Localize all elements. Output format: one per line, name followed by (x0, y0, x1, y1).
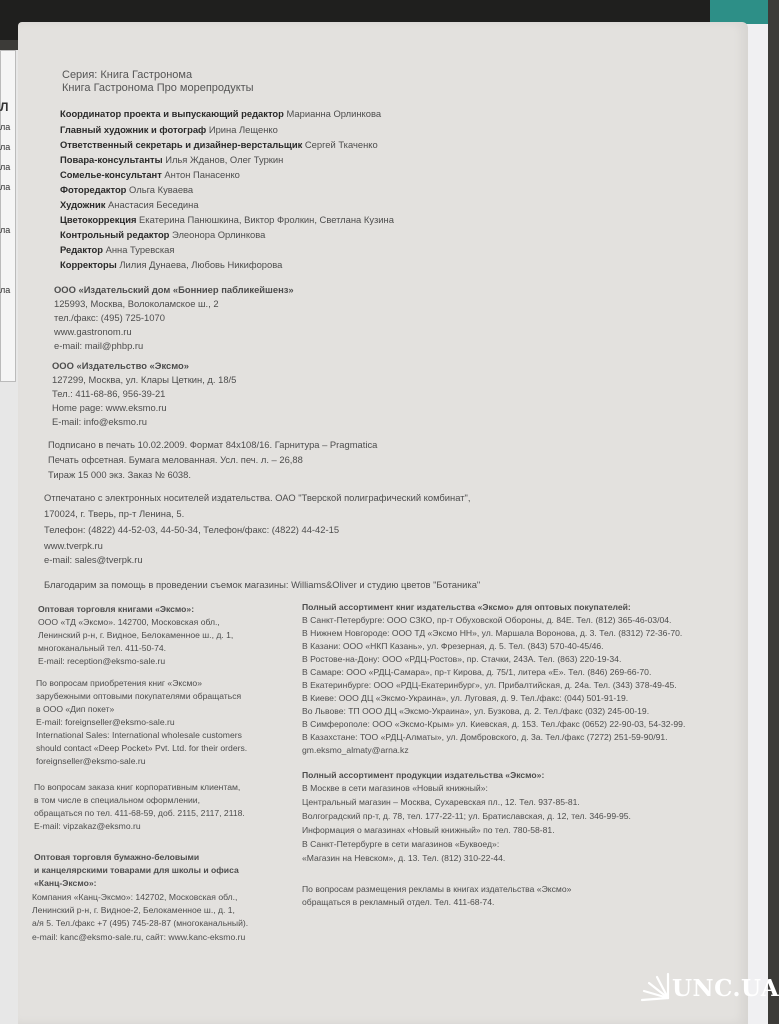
full-range-line: В Киеве: ООО ДЦ «Эксмо-Украина», ул. Луговая, д. 9. Тел./факс: (044) 501-91-19. (302, 693, 629, 703)
stationery-line: а/я 5. Тел./факс +7 (495) 745-28-87 (многоканальный). (32, 918, 249, 928)
full-range-line: Во Львове: ТП ООО ДЦ «Эксмо-Украина», ул. Бузкова, д. 2. Тел./факс (032) 245-00-19. (302, 706, 650, 716)
credit-line: Фоторедактор Ольга Куваева (60, 184, 194, 195)
corporate-line: в том числе в специальном оформлении, (34, 795, 200, 805)
full-range-line: В Симферополе: ООО «Эксмо-Крым» ул. Киевская, д. 153. Тел./факс (0652) 22-90-03, 54-32-99. (302, 719, 686, 729)
publisher-detail: тел./факс: (495) 725-1070 (54, 312, 165, 323)
corporate-line: По вопросам заказа книг корпоративным клиентам, (34, 782, 241, 792)
credit-line: Сомелье-консультант Антон Панасенко (60, 169, 240, 180)
full-range-line: В Казани: ООО «НКП Казань», ул. Фрезерная, д. 5. Тел. (843) 570-40-45/46. (302, 641, 604, 651)
retail-line: В Санкт-Петербурге в сети магазинов «Буквоед»: (302, 839, 500, 849)
series-line: Серия: Книга Гастронома (62, 69, 193, 81)
previous-page-fragment: ла (0, 182, 11, 192)
foreign-line: International Sales: International wholesale customers (36, 730, 242, 740)
retail-line: Волгоградский пр-т, д. 78, тел. 177-22-11; ул. Братиславская, д. 12, тел. 346-99-95. (302, 811, 631, 821)
foreign-line: E-mail: foreignseller@eksmo-sale.ru (36, 717, 175, 727)
stationery-title: Оптовая торговля бумажно-беловыми (34, 852, 200, 862)
credit-line: Художник Анастасия Беседина (60, 199, 199, 210)
printer-line: www.tverpk.ru (44, 540, 103, 551)
full-range-title: Полный ассортимент книг издательства «Эксмо» для оптовых покупателей: (302, 602, 631, 612)
foreign-line: should contact «Deep Pocket» Pvt. Ltd. for their orders. (36, 743, 248, 753)
foreign-line: foreignseller@eksmo-sale.ru (36, 756, 146, 766)
series-line: Книга Гастронома Про морепродукты (62, 82, 254, 94)
credit-line: Главный художник и фотограф Ирина Лещенко (60, 124, 278, 135)
foreign-line: По вопросам приобретения книг «Эксмо» (36, 678, 202, 688)
credit-line: Цветокоррекция Екатерина Панюшкина, Виктор Фролкин, Светлана Кузина (60, 214, 394, 225)
publisher-name: ООО «Издательский дом «Бонниер пабликейшенз» (54, 284, 294, 295)
sunburst-icon (638, 970, 674, 1006)
corporate-line: E-mail: vipzakaz@eksmo.ru (34, 821, 141, 831)
stationery-line: Ленинский р-н, г. Видное-2, Белокаменное ш., д. 1, (32, 905, 235, 915)
retail-title: Полный ассортимент продукции издательства «Эксмо»: (302, 770, 545, 780)
retail-line: В Москве в сети магазинов «Новый книжный»: (302, 783, 488, 793)
foreign-line: в ООО «Дип покет» (36, 704, 115, 714)
full-range-line: gm.eksmo_almaty@arna.kz (302, 745, 409, 755)
previous-page-fragment: ла (0, 142, 11, 152)
watermark-logo (638, 968, 779, 1016)
ads-line: По вопросам размещения рекламы в книгах издательства «Эксмо» (302, 884, 572, 894)
retail-line: Информация о магазинах «Новый книжный» по тел. 780-58-81. (302, 825, 555, 835)
retail-line: «Магазин на Невском», д. 13. Тел. (812) 310-22-44. (302, 853, 506, 863)
previous-page-fragment: ла (0, 122, 11, 132)
previous-page-fragment: Л (0, 100, 9, 114)
stationery-title: «Канц-Эксмо»: (34, 878, 97, 888)
watermark-text: UNC.UA (672, 975, 779, 1002)
full-range-line: В Санкт-Петербурге: ООО СЗКО, пр-т Обуховской Обороны, д. 84Е. Тел. (812) 365-46-03/04. (302, 615, 672, 625)
full-range-line: В Казахстане: ТОО «РДЦ-Алматы», ул. Домбровского, д. 3а. Тел./факс (7272) 251-59-90/91. (302, 732, 668, 742)
book-page (18, 22, 748, 1024)
print-info-line: Тираж 15 000 экз. Заказ № 6038. (48, 469, 191, 480)
publisher-detail: 125993, Москва, Волоколамское ш., 2 (54, 298, 219, 309)
ads-line: обращаться в рекламный отдел. Тел. 411-68-74. (302, 897, 495, 907)
printer-line: Телефон: (4822) 44-52-03, 44-50-34, Телефон/факс: (4822) 44-42-15 (44, 524, 340, 535)
wholesale-line: ООО «ТД «Эксмо». 142700, Московская обл., (38, 617, 220, 627)
printer-line: 170024, г. Тверь, пр-т Ленина, 5. (44, 508, 185, 519)
publisher-detail: Тел.: 411-68-86, 956-39-21 (52, 388, 166, 399)
wholesale-line: многоканальный тел. 411-50-74. (38, 643, 167, 653)
publisher-detail: 127299, Москва, ул. Клары Цеткин, д. 18/5 (52, 374, 237, 385)
publisher-detail: www.gastronom.ru (54, 326, 132, 337)
full-range-line: В Екатеринбурге: ООО «РДЦ-Екатеринбург», ул. Прибалтийская, д. 24а. Тел. (343) 378-49-45. (302, 680, 677, 690)
publisher-detail: Home page: www.eksmo.ru (52, 402, 167, 413)
credit-line: Корректоры Лилия Дунаева, Любовь Никифорова (60, 259, 283, 270)
credit-line: Ответственный секретарь и дизайнер-верстальщик Сергей Ткаченко (60, 139, 378, 150)
wholesale-title: Оптовая торговля книгами «Эксмо»: (38, 604, 195, 614)
stationery-line: Компания «Канц-Эксмо»: 142702, Московская обл., (32, 892, 238, 902)
stationery-line: e-mail: kanc@eksmo-sale.ru, сайт: www.kanc-eksmo.ru (32, 932, 246, 942)
credit-line: Редактор Анна Туревская (60, 244, 175, 255)
previous-page-fragment: ла (0, 162, 11, 172)
full-range-line: В Ростове-на-Дону: ООО «РДЦ-Ростов», пр. Стачки, 243А. Тел. (863) 220-19-34. (302, 654, 622, 664)
print-info-line: Печать офсетная. Бумага мелованная. Усл. печ. л. – 26,88 (48, 454, 303, 465)
publisher-detail: e-mail: mail@phbp.ru (54, 340, 144, 351)
foreign-line: зарубежными оптовыми покупателями обращаться (36, 691, 242, 701)
printer-line: e-mail: sales@tverpk.ru (44, 554, 143, 565)
publisher-detail: E-mail: info@eksmo.ru (52, 416, 147, 427)
print-info-line: Подписано в печать 10.02.2009. Формат 84х108/16. Гарнитура – Pragmatica (48, 439, 378, 450)
credit-line: Контрольный редактор Элеонора Орлинкова (60, 229, 266, 240)
printer-line: Отпечатано с электронных носителей издательства. ОАО "Тверской полиграфический комбинат", (44, 492, 471, 503)
corporate-line: обращаться по тел. 411-68-59, доб. 2115, 2117, 2118. (34, 808, 245, 818)
full-range-line: В Самаре: ООО «РДЦ-Самара», пр-т Кирова, д. 75/1, литера «Е». Тел. (846) 269-66-70. (302, 667, 652, 677)
full-range-line: В Нижнем Новгороде: ООО ТД «Эксмо НН», ул. Маршала Воронова, д. 3. Тел. (8312) 72-36-70. (302, 628, 683, 638)
thanks-line: Благодарим за помощь в проведении съемок магазины: Williams&Oliver и студию цветов "Ботаника" (44, 579, 481, 590)
retail-line: Центральный магазин – Москва, Сухаревская пл., 12. Тел. 937-85-81. (302, 797, 580, 807)
stationery-title: и канцелярскими товарами для школы и офиса (34, 865, 239, 875)
previous-page-fragment: ла (0, 285, 11, 295)
previous-page-fragment: ла (0, 225, 11, 235)
credit-line: Координатор проекта и выпускающий редактор Марианна Орлинкова (60, 108, 382, 119)
wholesale-line: E-mail: reception@eksmo-sale.ru (38, 656, 166, 666)
credit-line: Повара-консультанты Илья Жданов, Олег Туркин (60, 154, 284, 165)
publisher-name: ООО «Издательство «Эксмо» (52, 360, 189, 371)
wholesale-line: Ленинский р-н, г. Видное, Белокаменное ш., д. 1, (38, 630, 234, 640)
